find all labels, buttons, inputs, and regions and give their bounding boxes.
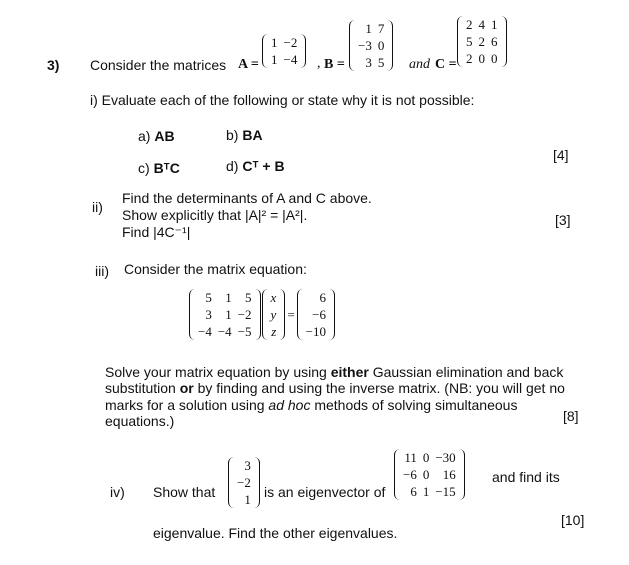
part-i-c bbox=[138, 160, 180, 176]
part-iv-line2: eigenvalue. Find the other eigenvalues. bbox=[153, 525, 398, 541]
matrix-a-entry: 1 bbox=[271, 35, 278, 50]
matrix-b-entry: −3 bbox=[358, 38, 372, 53]
rhs-vector bbox=[297, 289, 335, 340]
part-iii-para4: equations.) bbox=[105, 413, 175, 429]
part-i-a bbox=[138, 128, 175, 144]
eigenvector-entry: 1 bbox=[244, 492, 251, 507]
part-ii-line1: Find the determinants of A and C above. bbox=[122, 190, 372, 206]
part-ii-label: ii) bbox=[92, 199, 103, 215]
coefficient-matrix-entry: 1 bbox=[225, 307, 232, 322]
eigenvector bbox=[228, 457, 260, 508]
matrix-equation bbox=[189, 289, 335, 340]
eigen-matrix bbox=[394, 449, 465, 500]
part-iii-para3: marks for a solution using ad hoc methods of solving simultaneous bbox=[105, 397, 518, 413]
matrix-c-entry: 0 bbox=[478, 51, 485, 66]
coefficient-matrix-entry: 1 bbox=[225, 290, 232, 305]
matrix-c-label: C = bbox=[435, 57, 457, 72]
matrix-c-entry: 2 bbox=[478, 34, 485, 49]
matrix-a-entry: −4 bbox=[283, 52, 298, 67]
equals-sign: = bbox=[287, 306, 295, 322]
matrix-c-entry: 6 bbox=[491, 34, 498, 49]
part-iii-label: iii) bbox=[95, 263, 109, 279]
matrix-a-entry: 1 bbox=[271, 52, 278, 67]
coefficient-matrix-entry: 5 bbox=[205, 290, 212, 305]
matrix-c bbox=[457, 16, 507, 67]
comma-separator: , bbox=[317, 56, 321, 71]
part-i-a-label: a) bbox=[138, 128, 151, 144]
matrix-c-entry: 5 bbox=[466, 34, 473, 49]
eigen-matrix-entry: 0 bbox=[422, 450, 430, 465]
matrix-c-entry: 0 bbox=[491, 51, 498, 66]
part-i-d bbox=[226, 158, 285, 174]
part-ii-line2: Show explicitly that |A|² = |A²|. bbox=[122, 207, 308, 223]
question-number: 3) bbox=[47, 57, 60, 73]
matrix-c-entry: 4 bbox=[478, 17, 485, 32]
intro-text: Consider the matrices bbox=[90, 57, 227, 73]
rhs-vector-entry: −10 bbox=[305, 324, 326, 339]
eigen-matrix-entry: −6 bbox=[403, 467, 417, 482]
variable-vector bbox=[262, 289, 286, 340]
matrix-a-entry: −2 bbox=[283, 35, 298, 50]
eigen-matrix-entry: 0 bbox=[422, 467, 430, 482]
part-i-a-expr: AB bbox=[154, 128, 175, 144]
part-iii-para1: Solve your matrix equation by using either Gaussian elimination and back bbox=[105, 364, 564, 380]
coefficient-matrix-entry: −5 bbox=[237, 324, 252, 339]
matrix-b-entry: 3 bbox=[365, 55, 372, 70]
part-i-text: i) Evaluate each of the following or state why it is not possible: bbox=[90, 92, 475, 108]
part-i-b bbox=[226, 127, 263, 143]
part-i-marks: [4] bbox=[553, 147, 569, 163]
eigen-matrix-entry: 16 bbox=[442, 467, 456, 482]
part-i-d-expr: Cᵀ + B bbox=[242, 158, 285, 174]
part-i-c-expr: BᵀC bbox=[153, 160, 180, 176]
part-iii-marks: [8] bbox=[563, 408, 579, 424]
coefficient-matrix-entry: −4 bbox=[198, 324, 212, 339]
matrix-b-entry: 5 bbox=[377, 55, 385, 70]
matrix-b bbox=[349, 20, 393, 71]
matrix-b-entry: 1 bbox=[365, 21, 372, 36]
rhs-vector-entry: −6 bbox=[312, 307, 326, 322]
eigenvector-entry: 3 bbox=[244, 458, 251, 473]
matrix-a bbox=[262, 34, 306, 68]
part-i-b-label: b) bbox=[226, 127, 239, 143]
matrix-c-entry: 2 bbox=[466, 17, 473, 32]
part-iv-mid: is an eigenvector of bbox=[264, 484, 386, 500]
coefficient-matrix-entry: 5 bbox=[245, 290, 252, 305]
part-i-b-expr: BA bbox=[242, 127, 263, 143]
and-text: and bbox=[409, 57, 430, 72]
coefficient-matrix-entry: 3 bbox=[205, 307, 212, 322]
eigen-matrix-entry: −15 bbox=[435, 484, 456, 499]
part-iv-end: and find its bbox=[492, 469, 560, 485]
matrix-c-entry: 2 bbox=[466, 51, 473, 66]
eigen-matrix-entry: 1 bbox=[422, 484, 430, 499]
part-ii-line3: Find |4C⁻¹| bbox=[122, 224, 191, 240]
variable-vector-entry: y bbox=[270, 307, 277, 322]
part-iv-marks: [10] bbox=[561, 512, 585, 528]
eigen-matrix-entry: 6 bbox=[410, 484, 417, 499]
matrix-b-entry: 0 bbox=[377, 38, 385, 53]
matrix-a-label: A = bbox=[238, 57, 259, 72]
rhs-vector-entry: 6 bbox=[319, 290, 326, 305]
matrix-c-entry: 1 bbox=[491, 17, 498, 32]
variable-vector-entry: z bbox=[271, 324, 277, 339]
matrix-b-entry: 7 bbox=[377, 21, 385, 36]
part-i-d-label: d) bbox=[226, 158, 239, 174]
part-iii-para2: substitution or by finding and using the inverse matrix. (NB: you will get no bbox=[105, 380, 565, 396]
variable-vector-entry: x bbox=[270, 290, 277, 305]
matrix-b-label: B = bbox=[324, 57, 345, 72]
coefficient-matrix bbox=[189, 289, 261, 340]
part-i-c-label: c) bbox=[138, 160, 150, 176]
coefficient-matrix-entry: −2 bbox=[237, 307, 252, 322]
part-iv-show-that: Show that bbox=[153, 484, 216, 500]
part-iv-label: iv) bbox=[110, 484, 125, 500]
eigenvector-entry: −2 bbox=[237, 475, 251, 490]
part-iii-text: Consider the matrix equation: bbox=[124, 261, 307, 277]
coefficient-matrix-entry: −4 bbox=[217, 324, 232, 339]
eigen-matrix-entry: 11 bbox=[404, 450, 417, 465]
eigen-matrix-entry: −30 bbox=[435, 450, 456, 465]
part-ii-marks: [3] bbox=[555, 212, 571, 228]
